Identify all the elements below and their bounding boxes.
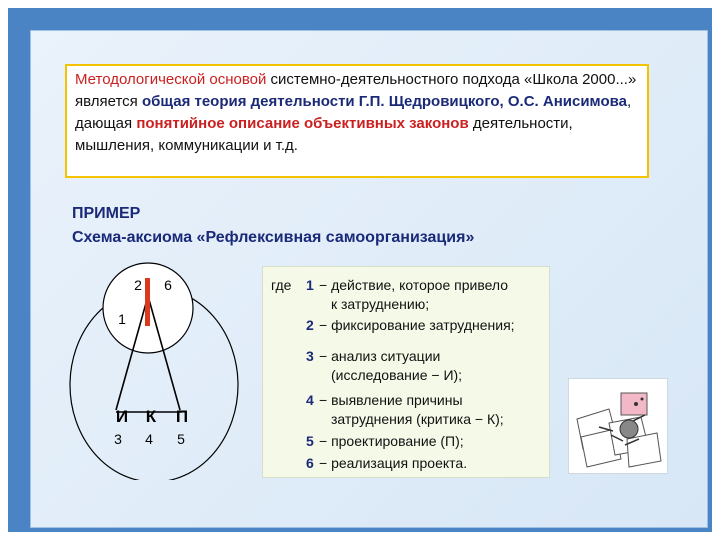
- intro-text: , дающая: [75, 93, 632, 132]
- label-1: 1: [118, 311, 126, 327]
- legend-item-continued: [271, 410, 549, 429]
- example-title: Схема-аксиома «Рефлексивная самоорганизация»: [72, 229, 475, 246]
- label-p: П: [175, 407, 189, 426]
- legend-text: − фиксирование затруднения;: [319, 317, 515, 333]
- legend-box: [262, 266, 550, 478]
- legend-number: 3: [306, 348, 314, 364]
- legend-item: [271, 347, 549, 366]
- legend-text: к затруднению;: [331, 296, 430, 312]
- legend-number: 6: [306, 455, 314, 471]
- legend-text: затруднения (критика − К);: [331, 411, 504, 427]
- paper-sheet: [627, 433, 661, 467]
- legend-number: 1: [306, 277, 314, 293]
- reflection-bar: [145, 278, 150, 326]
- legend-item: [271, 276, 549, 295]
- legend-item-continued: [271, 366, 549, 385]
- example-label: ПРИМЕР: [72, 205, 141, 222]
- figure-head-icon: [620, 420, 638, 438]
- legend-text: (исследование − И);: [331, 367, 463, 383]
- intro-text: деятельности, мышления, коммуникации и т.д.: [75, 115, 573, 154]
- legend-text: − реализация проекта.: [319, 455, 468, 471]
- reflexive-self-organization-diagram: [60, 260, 260, 480]
- legend-item: [271, 432, 549, 451]
- label-i: И: [115, 407, 129, 426]
- label-k: К: [145, 407, 157, 426]
- clipart-image: [568, 378, 668, 474]
- intro-highlight-blue: общая теория деятельности Г.П. Щедровицкого, О.С. Анисимова: [141, 93, 627, 110]
- pink-note-mark: [641, 398, 644, 401]
- label-5: 5: [177, 431, 185, 447]
- label-4: 4: [145, 431, 153, 447]
- intro-highlight-red: понятийное описание объективных законов: [136, 115, 469, 132]
- example-heading: [72, 202, 474, 250]
- label-3: 3: [114, 431, 122, 447]
- label-2: 2: [134, 277, 142, 293]
- legend-text: − анализ ситуации: [319, 348, 441, 364]
- legend-number: 5: [306, 433, 314, 449]
- legend-item-continued: [271, 295, 549, 314]
- intro-highlight-red: Методологической основой: [75, 71, 267, 88]
- legend-number: 2: [306, 317, 314, 333]
- clipart-drawing: [569, 379, 667, 473]
- intro-textbox: [65, 64, 649, 178]
- legend-text: − действие, которое привело: [319, 277, 509, 293]
- intro-text: системно-деятельностного подхода «Школа 2000...» является: [75, 71, 637, 110]
- pink-note-mark: [634, 402, 638, 406]
- legend-text: − проектирование (П);: [319, 433, 464, 449]
- legend-text: − выявление причины: [319, 392, 463, 408]
- legend-prefix: где: [271, 277, 292, 293]
- label-6: 6: [164, 277, 172, 293]
- legend-number: 4: [306, 392, 314, 408]
- legend-item: [271, 391, 549, 410]
- legend-item: [271, 316, 549, 335]
- legend-item: [271, 454, 549, 473]
